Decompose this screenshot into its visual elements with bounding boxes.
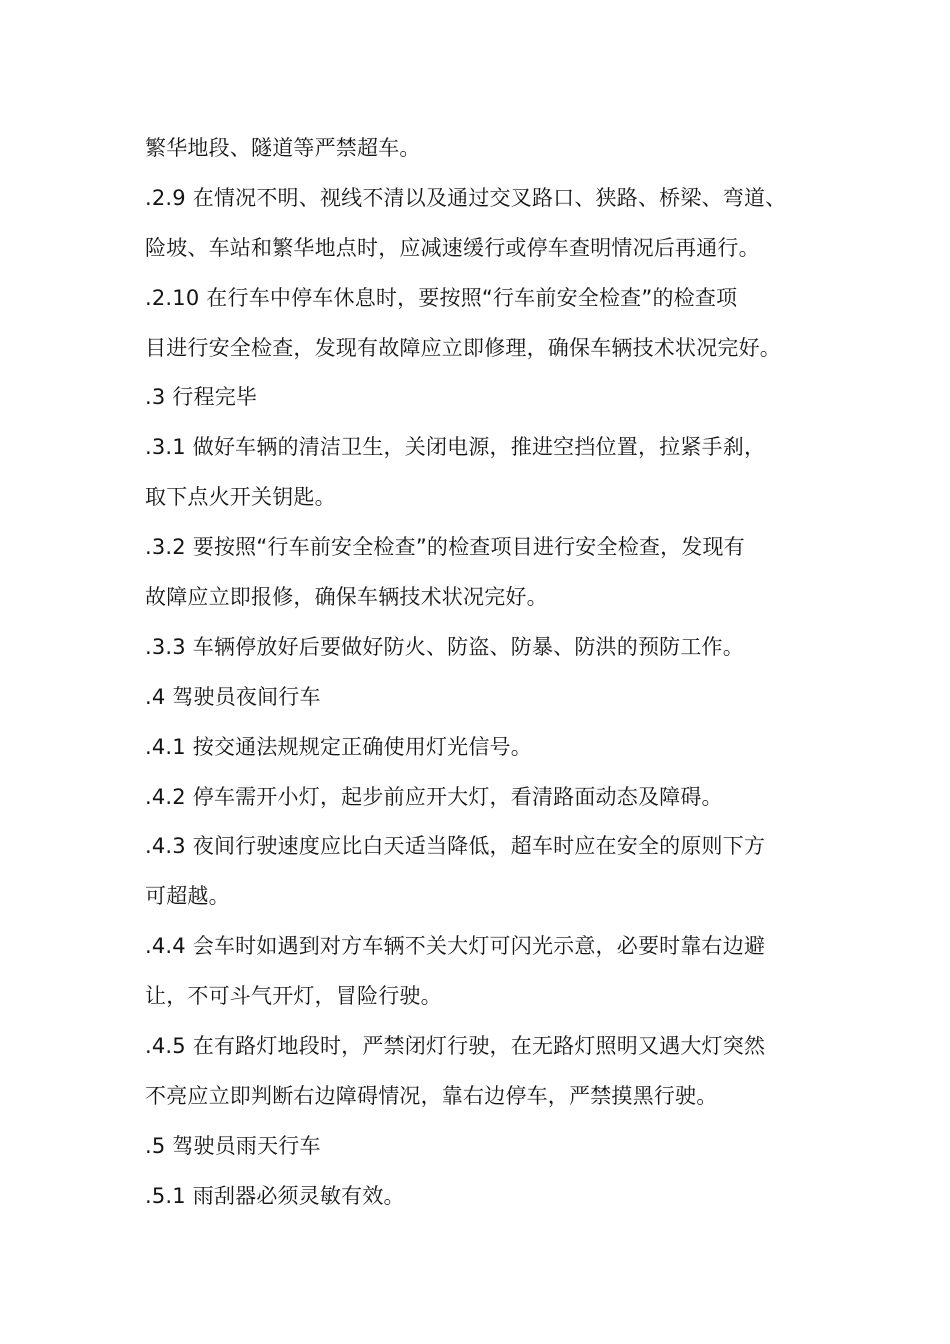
text-line: .5.1 雨刮器必须灵敏有效。	[145, 1183, 405, 1208]
text-line: .4.1 按交通法规规定正确使用灯光信号。	[145, 734, 532, 759]
text-line: 不亮应立即判断右边障碍情况，靠右边停车，严禁摸黑行驶。	[145, 1083, 718, 1108]
text-line: .3.1 做好车辆的清洁卫生，关闭电源，推进空挡位置，拉紧手刹，	[145, 435, 766, 460]
section-heading: .5 驾驶员雨天行车	[145, 1133, 321, 1158]
text-line: .4.3 夜间行驶速度应比白天适当降低，超车时应在安全的原则下方	[145, 834, 766, 859]
text-line: 让，不可斗气开灯，冒险行驶。	[145, 984, 442, 1009]
text-line: 繁华地段、隧道等严禁超车。	[145, 136, 421, 160]
section-heading: .3 行程完毕	[145, 385, 258, 410]
section-heading: .4 驾驶员夜间行车	[145, 684, 321, 709]
text-line: .4.5 在有路灯地段时，严禁闭灯行驶，在无路灯照明又遇大灯突然	[145, 1034, 766, 1059]
text-line: .2.10 在行车中停车休息时，要按照“行车前安全检查”的检查项	[145, 285, 738, 310]
text-line: 目进行安全检查，发现有故障应立即修理，确保车辆技术状况完好。	[145, 335, 781, 360]
text-line: 险坡、车站和繁华地点时，应减速缓行或停车查明情况后再通行。	[145, 235, 760, 260]
text-line: 取下点火开关钥匙。	[145, 485, 336, 510]
text-line: .2.9 在情况不明、视线不清以及通过交叉路口、狭路、桥梁、弯道、	[145, 185, 787, 210]
text-line: .4.2 停车需开小灯，起步前应开大灯，看清路面动态及障碍。	[145, 784, 723, 809]
document-body	[145, 124, 835, 1222]
text-line: 可超越。	[145, 884, 230, 909]
text-line: 故障应立即报修，确保车辆技术状况完好。	[145, 585, 548, 610]
text-line: .4.4 会车时如遇到对方车辆不关大灯可闪光示意，必要时靠右边避	[145, 934, 766, 959]
text-line: .3.3 车辆停放好后要做好防火、防盗、防暴、防洪的预防工作。	[145, 634, 744, 659]
text-line: .3.2 要按照“行车前安全检查”的检查项目进行安全检查，发现有	[145, 535, 745, 560]
